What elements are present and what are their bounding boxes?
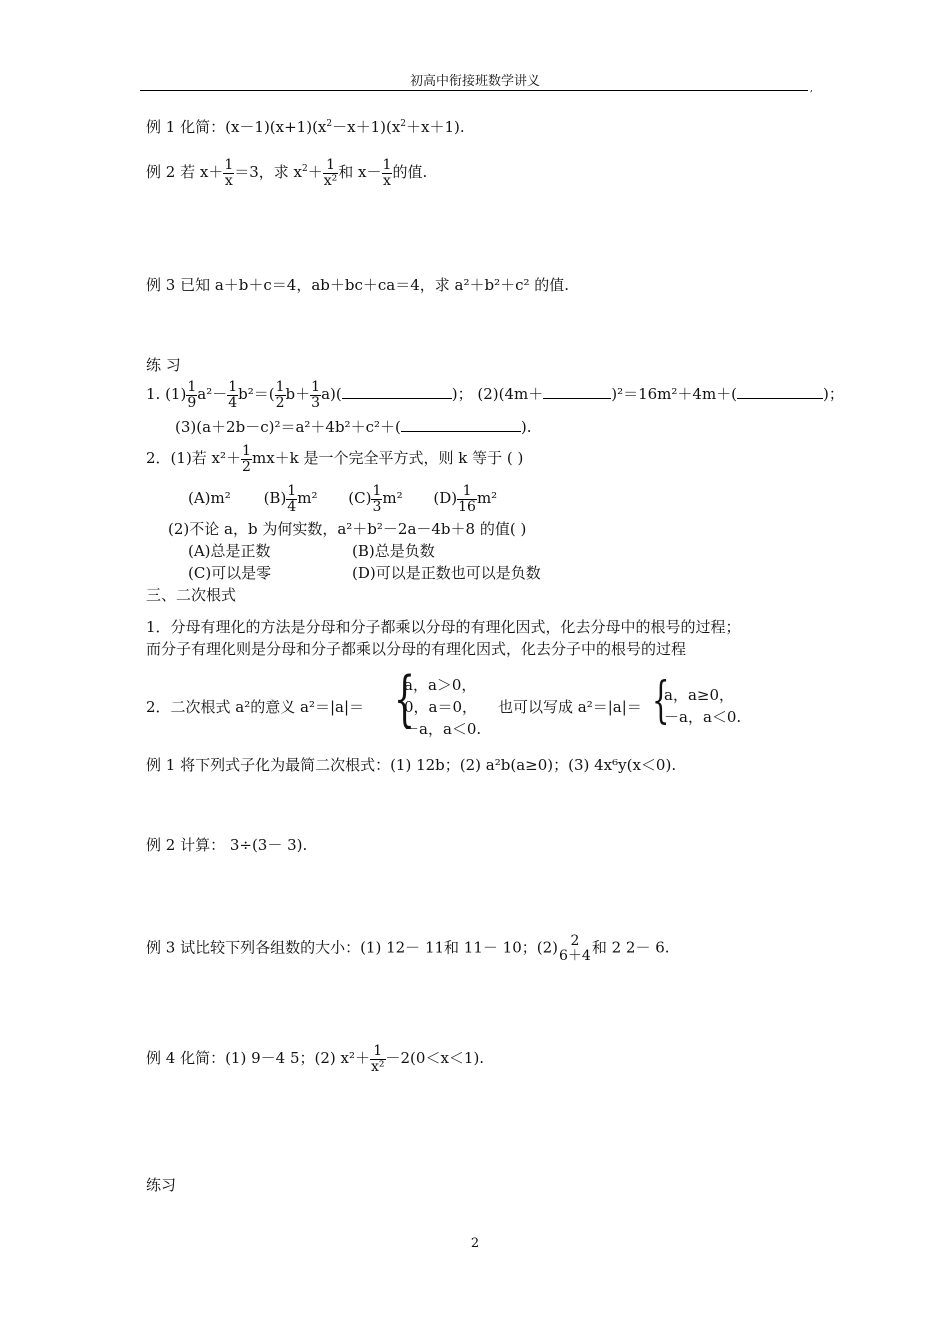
section3-point1-line1: 1．分母有理化的方法是分母和分子都乘以分母的有理化因式，化去分母中的根号的过程； [146,618,741,636]
fraction: $\frac{1}{2}$ [242,443,251,475]
fraction: $\frac{1}{2}$ [275,379,285,411]
alt-case-2: －a，a＜0. [664,708,742,726]
header-rule [140,90,808,91]
radical-example-1: 例 1 将下列式子化为最简二次根式：(1) 12b；(2) a²b(a≥0)；(3) 4x⁶y(x＜0). [146,756,677,774]
practice-1-line-1 [146,380,844,410]
p1-c: b²＝( [238,385,275,404]
r3-a: 例 3 试比较下列各组数的大小：(1) 12－ 11和 11－ 10；(2) [146,938,558,957]
p1-h: )²＝16m²＋4m＋( [611,385,738,404]
practice-2-q2: (2)不论 a，b 为何实数，a²＋b²－2a－4b＋8 的值( ) [168,520,527,538]
q2-option-b: (B)总是负数 [352,542,435,560]
radical-example-3 [146,934,670,963]
ex1-expr-2: －x＋1)(x [332,118,401,136]
practice-1-line-2 [175,418,531,436]
p1-i: )； [823,385,844,404]
fraction: $\frac{1}{3}$ [311,379,321,411]
ex2-part-a: 例 2 若 x＋ [146,163,224,182]
fraction: $\frac{1}{3}$ [372,483,382,515]
option-b: (B) [263,489,287,508]
case-3: －a，a＜0. [404,720,482,738]
ex2-part-d: 和 x－ [338,163,382,182]
fraction: $\frac{1}{\text{x²}}$ [323,157,338,189]
fraction: $\frac{1}{x}$ [382,157,392,189]
header-tick: , [810,84,813,94]
fraction: $\frac{1}{\text{x²}}$ [370,1043,385,1075]
ex1-expr-1: (x－1)(x+1)(x [225,118,327,136]
r3-b: 和 2 2－ 6. [591,938,670,957]
section3-point2-label: 2．二次根式 a²的意义 a²＝|a|＝ [146,698,365,716]
left-brace: { [652,671,670,729]
option-d-m: m² [476,489,498,508]
case-2: 0，a＝0， [404,698,478,716]
p1-a: 1. (1) [146,385,187,404]
r4-b: －2(0＜x＜1). [385,1049,485,1068]
radical-example-2: 例 2 计算： 3÷(3－ 3). [146,836,308,854]
practice-2-options [188,484,497,514]
answer-blank[interactable] [737,385,823,399]
p1-b: a²－ [197,385,228,404]
radical-example-4 [146,1044,484,1074]
header-title: 初高中衔接班数学讲义 [409,74,540,89]
p1-line2b: ). [520,418,532,436]
example-2: 例 2 若 x＋ $\frac{1}{x}$ ＝3，求 $x^2+$ $\frac{1}{\text{x²}}$ 和 x－ $\frac{1}{x}$ 的值. [146,157,428,189]
answer-blank[interactable] [401,418,521,432]
q2-option-d: (D)可以是正数也可以是负数 [352,564,541,582]
fraction: 2 6＋4 [559,933,591,964]
fraction: $\frac{1}{x}$ [224,157,234,189]
q2-option-a: (A)总是正数 [188,542,271,560]
fraction: $\frac{1}{9}$ [187,379,197,411]
section-title: 三、二次根式 [146,586,237,604]
p1-e: a)( [321,385,342,404]
ex1-expr-3: ＋x＋1). [406,118,465,136]
practice-title: 练 习 [146,356,181,374]
page-number: 2 [470,1236,480,1251]
case-1: a，a＞0， [404,676,477,694]
example-3: 例 3 已知 a＋b＋c＝4，ab＋bc＋ca＝4，求 a²＋b²＋c² 的值. [146,276,570,294]
ex2-part-e: 的值. [392,163,428,182]
p2-b: mx＋k 是一个完全平方式，则 k 等于 ( ) [251,449,524,468]
alt-form-label: 也可以写成 a²＝|a|＝ [498,698,642,716]
fraction: $\frac{1}{4}$ [228,379,238,411]
ex2-part-b: ＝3，求 x [234,163,303,182]
option-d: (D) [433,489,458,508]
left-brace: { [394,664,416,734]
answer-blank[interactable] [543,385,611,399]
option-c-m: m² [382,489,403,508]
ex1-label: 例 1 化简： [146,118,226,136]
section3-point1-line2: 而分子有理化则是分母和分子都乘以分母的有理化因式，化去分子中的根号的过程 [146,640,687,658]
option-c: (C) [348,489,372,508]
r4-a: 例 4 化简：(1) 9－4 5；(2) x²＋ [146,1049,370,1068]
practice-2-q1 [146,444,523,474]
practice-title-2: 练习 [146,1176,177,1194]
alt-case-1: a，a≥0， [664,686,734,704]
p1-line2a: (3)(a＋2b－c)²＝a²＋4b²＋c²＋( [175,418,401,436]
example-1: 例 1 化简：$(x-1)(x+1)(x^2-x+1)(x^2+x+1)$. [146,118,465,136]
p2-a: 2．(1)若 x²＋ [146,449,242,468]
ex2-part-c: ＋ [307,163,323,182]
option-a: (A)m² [188,489,231,508]
p1-d: b＋ [285,385,311,404]
answer-blank[interactable] [342,385,452,399]
fraction: $\frac{1}{4}$ [287,483,297,515]
p1-g: )； (2)(4m＋ [451,385,544,404]
fraction: $\frac{1}{16}$ [458,483,476,515]
option-b-m: m² [297,489,318,508]
q2-option-c: (C)可以是零 [188,564,272,582]
